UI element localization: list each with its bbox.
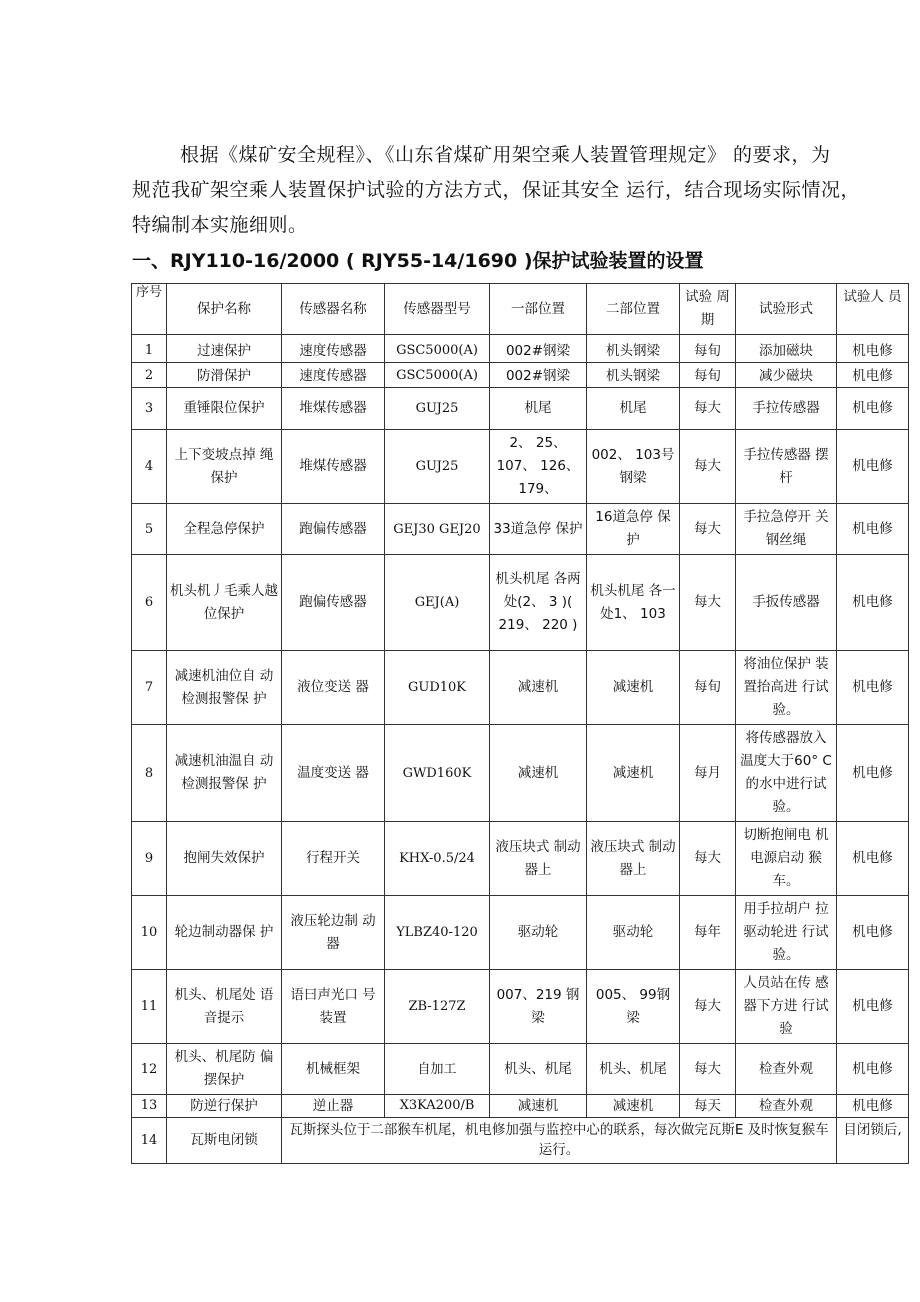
table-cell: 12: [132, 1044, 167, 1095]
table-cell: 机电修: [837, 504, 909, 555]
table-cell: 005、 99钢梁: [587, 970, 680, 1044]
intro-line-2: 规范我矿架空乘人装置保护试验的方法方式，保证其安全 运行，结合现场实际情况，: [132, 179, 861, 201]
table-cell: 每旬: [680, 335, 736, 363]
table-cell: 将传感器放入温度大于60° C的水中进行试验。: [736, 725, 837, 822]
table-cell: 2: [132, 363, 167, 388]
table-cell: 机尾: [490, 388, 587, 430]
table-cell: 全程急停保护: [167, 504, 282, 555]
table-cell: 人员站在传 感器下方进 行试验: [736, 970, 837, 1044]
table-cell: 速度传感器: [282, 363, 385, 388]
table-row: [132, 651, 909, 725]
table-cell: 减少磁块: [736, 363, 837, 388]
table-cell: X3KA200/B: [385, 1095, 490, 1118]
table-cell: 007、219 钢梁: [490, 970, 587, 1044]
table-cell: 3: [132, 388, 167, 430]
table-cell: 跑偏传感器: [282, 504, 385, 555]
intro-line-3: 特编制本实施细则。: [132, 214, 308, 236]
section-heading: 一、RJY110-16/2000 ( RJY55-14/1690 )保护试验装置的设置: [132, 250, 704, 272]
table-cell: 14: [132, 1118, 167, 1164]
table-cell: GWD160K: [385, 725, 490, 822]
table-row: [132, 1044, 909, 1095]
table-cell: 目闭锁后,: [837, 1118, 909, 1164]
header-cell: 传感器型号: [385, 284, 490, 335]
table-cell: 每月: [680, 725, 736, 822]
table-cell: 驱动轮: [587, 896, 680, 970]
table-row: [132, 1118, 909, 1164]
header-cell: 一部位置: [490, 284, 587, 335]
table-row: [132, 555, 909, 651]
table-cell: 机头机尾 各一处1、 103: [587, 555, 680, 651]
table-cell: 每天: [680, 1095, 736, 1118]
table-cell: 机头、机尾处 语音提示: [167, 970, 282, 1044]
table-cell: 防滑保护: [167, 363, 282, 388]
table-cell: 重锤限位保护: [167, 388, 282, 430]
table-cell: 9: [132, 822, 167, 896]
table-cell: 10: [132, 896, 167, 970]
table-cell: GEJ(A): [385, 555, 490, 651]
table-cell: 002、 103号钢梁: [587, 430, 680, 504]
table-row: [132, 725, 909, 822]
table-row: [132, 430, 909, 504]
table-cell: 每大: [680, 1044, 736, 1095]
table-cell: GUJ25: [385, 430, 490, 504]
table-cell: 检查外观: [736, 1044, 837, 1095]
table-cell: 上下变坡点掉 绳保护: [167, 430, 282, 504]
intro-line-1: 根据《煤矿安全规程》、《山东省煤矿用架空乘人装置管理规定》 的要求，为: [180, 144, 831, 166]
table-cell: 机头机尾 各两处(2、 3 )( 219、 220 ): [490, 555, 587, 651]
table-cell: 行程开关: [282, 822, 385, 896]
table-cell: 机电修: [837, 822, 909, 896]
table-cell: ZB-127Z: [385, 970, 490, 1044]
table-cell: GEJ30 GEJ20: [385, 504, 490, 555]
table-cell: 跑偏传感器: [282, 555, 385, 651]
table-cell: 堆煤传感器: [282, 388, 385, 430]
table-cell: 6: [132, 555, 167, 651]
table-row: [132, 970, 909, 1044]
table-cell: 减速机: [490, 651, 587, 725]
table-cell: 机电修: [837, 430, 909, 504]
table-cell: 1: [132, 335, 167, 363]
table-cell: 13: [132, 1095, 167, 1118]
table-cell: 每旬: [680, 651, 736, 725]
table-cell: 驱动轮: [490, 896, 587, 970]
table-cell: 减速机: [587, 725, 680, 822]
table-cell: 7: [132, 651, 167, 725]
table-cell: KHX-0.5/24: [385, 822, 490, 896]
table-cell: 减速机: [490, 1095, 587, 1118]
table-cell: 手扳传感器: [736, 555, 837, 651]
table-cell: 瓦斯探头位于二部猴车机尾，机电修加强与监控中心的联系，每次做完瓦斯E 及时恢复猴车运行。: [282, 1118, 837, 1164]
table-cell: 温度变送 器: [282, 725, 385, 822]
table-cell: 机电修: [837, 388, 909, 430]
table-cell: 减速机: [587, 1095, 680, 1118]
table-cell: 机电修: [837, 970, 909, 1044]
table-header-row: [132, 284, 909, 335]
table-cell: 机头钢梁: [587, 363, 680, 388]
table-cell: 轮边制动器保 护: [167, 896, 282, 970]
table-cell: 手拉传感器 摆杆: [736, 430, 837, 504]
table-cell: 堆煤传感器: [282, 430, 385, 504]
table-cell: 机电修: [837, 1044, 909, 1095]
table-cell: 液压块式 制动器上: [587, 822, 680, 896]
table-cell: GSC5000(A): [385, 363, 490, 388]
table-cell: 机电修: [837, 335, 909, 363]
table-cell: 瓦斯电闭锁: [167, 1118, 282, 1164]
protection-table: [131, 283, 909, 1164]
table-cell: 机电修: [837, 555, 909, 651]
table-cell: 速度传感器: [282, 335, 385, 363]
table-cell: GSC5000(A): [385, 335, 490, 363]
table-cell: 将油位保护 装置抬高进 行试验。: [736, 651, 837, 725]
table-cell: 002#钢梁: [490, 363, 587, 388]
header-cell: 试验 周期: [680, 284, 736, 335]
table-cell: GUD10K: [385, 651, 490, 725]
table-cell: 机头钢梁: [587, 335, 680, 363]
header-cell: 保护名称: [167, 284, 282, 335]
table-row: [132, 363, 909, 388]
table-cell: 防逆行保护: [167, 1095, 282, 1118]
table-cell: 自加工: [385, 1044, 490, 1095]
table-cell: 液压轮边制 动器: [282, 896, 385, 970]
table-row: [132, 822, 909, 896]
table-cell: 切断抱闸电 机电源启动 猴车。: [736, 822, 837, 896]
table-cell: 每大: [680, 430, 736, 504]
table-cell: 每大: [680, 555, 736, 651]
table-cell: 每大: [680, 504, 736, 555]
table-cell: 减速机: [490, 725, 587, 822]
table-cell: GUJ25: [385, 388, 490, 430]
table-row: [132, 388, 909, 430]
table-cell: 减速机: [587, 651, 680, 725]
table-cell: 液压块式 制动器上: [490, 822, 587, 896]
header-cell: 试验人 员: [837, 284, 909, 335]
table-cell: 机电修: [837, 896, 909, 970]
table-cell: 机头机丿毛乘人越位保护: [167, 555, 282, 651]
intro-paragraph: [132, 138, 892, 243]
table-cell: 每大: [680, 970, 736, 1044]
header-cell: 二部位置: [587, 284, 680, 335]
table-cell: 减速机油温自 动检测报警保 护: [167, 725, 282, 822]
table-cell: 每年: [680, 896, 736, 970]
table-cell: 机尾: [587, 388, 680, 430]
table-row: [132, 504, 909, 555]
table-cell: 机械框架: [282, 1044, 385, 1095]
table-cell: 5: [132, 504, 167, 555]
table-row: [132, 1095, 909, 1118]
table-cell: YLBZ40-120: [385, 896, 490, 970]
table-cell: 机头、机尾: [587, 1044, 680, 1095]
table-row: [132, 896, 909, 970]
table-cell: 机头、机尾: [490, 1044, 587, 1095]
table-cell: 机电修: [837, 725, 909, 822]
table-cell: 手拉急停开 关钢丝绳: [736, 504, 837, 555]
table-cell: 4: [132, 430, 167, 504]
table-cell: 逆止器: [282, 1095, 385, 1118]
table-row: [132, 335, 909, 363]
table-cell: 液位变送 器: [282, 651, 385, 725]
table-cell: 11: [132, 970, 167, 1044]
table-cell: 002#钢梁: [490, 335, 587, 363]
table-cell: 添加磁块: [736, 335, 837, 363]
table-cell: 机电修: [837, 363, 909, 388]
table-cell: 机电修: [837, 651, 909, 725]
table-cell: 8: [132, 725, 167, 822]
table-cell: 机头、机尾防 偏摆保护: [167, 1044, 282, 1095]
table-cell: 机电修: [837, 1095, 909, 1118]
table-cell: 33道急停 保护: [490, 504, 587, 555]
table-cell: 每旬: [680, 363, 736, 388]
table-cell: 16道急停 保护: [587, 504, 680, 555]
table-cell: 过速保护: [167, 335, 282, 363]
table-cell: 每大: [680, 822, 736, 896]
header-cell: 试验形式: [736, 284, 837, 335]
table-cell: 每大: [680, 388, 736, 430]
table-cell: 减速机油位自 动检测报警保 护: [167, 651, 282, 725]
table-cell: 2、 25、 107、 126、 179、: [490, 430, 587, 504]
table-cell: 手拉传感器: [736, 388, 837, 430]
header-cell: 传感器名称: [282, 284, 385, 335]
table-cell: 抱闸失效保护: [167, 822, 282, 896]
table-cell: 语曰声光口 号装置: [282, 970, 385, 1044]
table-cell: 检查外观: [736, 1095, 837, 1118]
table-cell: 用手拉胡户 拉驱动轮进 行试验。: [736, 896, 837, 970]
header-cell: 序号: [132, 284, 167, 335]
